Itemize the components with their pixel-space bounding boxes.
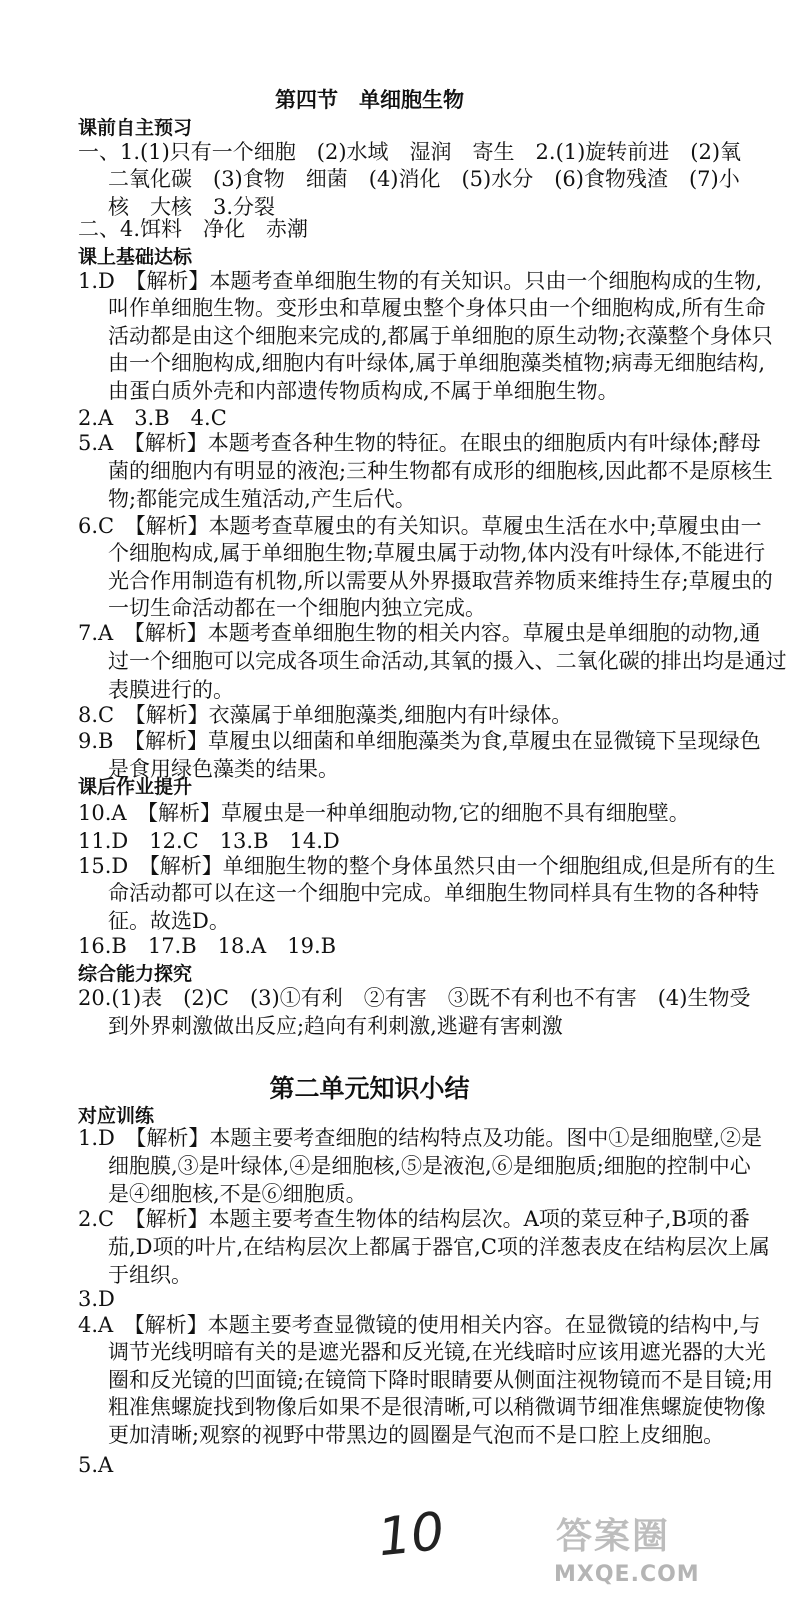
answer-line: 更加清晰;观察的视野中带黑边的圆圈是气泡而不是口腔上皮细胞。 [108, 1423, 725, 1447]
answer-line: 7.A 【解析】本题考查单细胞生物的相关内容。草履虫是单细胞的动物,通 [78, 621, 761, 645]
answer-line: 细胞膜,③是叶绿体,④是细胞核,⑤是液泡,⑥是细胞质;细胞的控制中心 [108, 1154, 751, 1178]
watermark-logo: 答案圈 [556, 1516, 671, 1557]
answer-line: 是食用绿色藻类的结果。 [108, 757, 339, 781]
answer-line: 征。故选D。 [108, 909, 230, 933]
answer-line: 到外界刺激做出反应;趋向有利刺激,逃避有害刺激 [108, 1014, 563, 1038]
answer-line: 10.A 【解析】草履虫是一种单细胞动物,它的细胞不具有细胞壁。 [78, 801, 690, 825]
answer-line: 于组织。 [108, 1263, 192, 1287]
answer-line: 过一个细胞可以完成各项生命活动,其氧的摄入、二氧化碳的排出均是通过 [108, 649, 787, 673]
answer-line: 二、4.饵料 净化 赤潮 [78, 217, 309, 241]
section-heading: 课后作业提升 [78, 776, 193, 798]
answer-line: 核 大核 3.分裂 [108, 195, 276, 219]
answer-line: 1.D 【解析】本题考查单细胞生物的有关知识。只由一个细胞构成的生物, [78, 269, 763, 293]
section-heading: 课上基础达标 [78, 246, 193, 268]
answer-line: 由蛋白质外壳和内部遗传物质构成,不属于单细胞生物。 [108, 379, 619, 403]
answer-line: 表膜进行的。 [108, 678, 234, 702]
answer-line: 20.(1)表 (2)C (3)①有利 ②有害 ③既不有利也不有害 (4)生物受 [78, 986, 751, 1010]
handwritten-page-number: 10 [375, 1501, 448, 1569]
answer-line: 一切生命活动都在一个细胞内独立完成。 [108, 596, 486, 620]
section-heading: 课前自主预习 [78, 117, 193, 139]
watermark-url: MXQE.COM [554, 1562, 700, 1587]
answer-line: 一、1.(1)只有一个细胞 (2)水域 湿润 寄生 2.(1)旋转前进 (2)氧 [78, 140, 742, 164]
answer-line: 物;都能完成生殖活动,产生后代。 [108, 487, 416, 511]
answer-line: 粗准焦螺旋找到物像后如果不是很清晰,可以稍微调节细准焦螺旋使物像 [108, 1395, 766, 1419]
answer-line: 5.A 【解析】本题考查各种生物的特征。在眼虫的细胞质内有叶绿体;酵母 [78, 431, 761, 455]
section-heading: 综合能力探究 [78, 963, 193, 985]
answer-line: 个细胞构成,属于单细胞生物;草履虫属于动物,体内没有叶绿体,不能进行 [108, 541, 766, 565]
answer-line: 2.C 【解析】本题主要考查生物体的结构层次。A项的菜豆种子,B项的番 [78, 1207, 750, 1231]
section-title: 第四节 单细胞生物 [275, 88, 464, 112]
unit-summary-title: 第二单元知识小结 [269, 1074, 470, 1103]
answer-line: 茄,D项的叶片,在结构层次上都属于器官,C项的洋葱表皮在结构层次上属 [108, 1235, 770, 1259]
answer-line: 16.B 17.B 18.A 19.B [78, 934, 337, 958]
section-heading: 对应训练 [78, 1105, 155, 1127]
answer-line: 菌的细胞内有明显的液泡;三种生物都有成形的细胞核,因此都不是原核生 [108, 459, 773, 483]
answer-line: 由一个细胞构成,细胞内有叶绿体,属于单细胞藻类植物;病毒无细胞结构, [108, 351, 766, 375]
answer-line: 3.D [78, 1287, 115, 1311]
answer-line: 1.D 【解析】本题主要考查细胞的结构特点及功能。图中①是细胞壁,②是 [78, 1126, 763, 1150]
answer-line: 4.A 【解析】本题主要考查显微镜的使用相关内容。在显微镜的结构中,与 [78, 1313, 761, 1337]
answer-line: 圈和反光镜的凹面镜;在镜筒下降时眼睛要从侧面注视物镜而不是目镜;用 [108, 1368, 774, 1392]
answer-line: 5.A [78, 1453, 114, 1477]
answer-line: 是④细胞核,不是⑥细胞质。 [108, 1182, 367, 1206]
answer-line: 命活动都可以在这一个细胞中完成。单细胞生物同样具有生物的各种特 [108, 881, 759, 905]
answer-line: 9.B 【解析】草履虫以细菌和单细胞藻类为食,草履虫在显微镜下呈现绿色 [78, 729, 761, 753]
answer-line: 2.A 3.B 4.C [78, 406, 227, 430]
answer-line: 叫作单细胞生物。变形虫和草履虫整个身体只由一个细胞构成,所有生命 [108, 296, 766, 320]
answer-line: 调节光线明暗有关的是遮光器和反光镜,在光线暗时应该用遮光器的大光 [108, 1340, 766, 1364]
answer-line: 15.D 【解析】单细胞生物的整个身体虽然只由一个细胞组成,但是所有的生 [78, 854, 776, 878]
answer-line: 11.D 12.C 13.B 14.D [78, 829, 340, 853]
answer-line: 光合作用制造有机物,所以需要从外界摄取营养物质来维持生存;草履虫的 [108, 569, 773, 593]
answer-line: 6.C 【解析】本题考查草履虫的有关知识。草履虫生活在水中;草履虫由一 [78, 514, 762, 538]
answer-line: 8.C 【解析】衣藻属于单细胞藻类,细胞内有叶绿体。 [78, 703, 573, 727]
answer-line: 二氧化碳 (3)食物 细菌 (4)消化 (5)水分 (6)食物残渣 (7)小 [108, 167, 740, 191]
answer-line: 活动都是由这个细胞来完成的,都属于单细胞的原生动物;衣藻整个身体只 [108, 324, 773, 348]
